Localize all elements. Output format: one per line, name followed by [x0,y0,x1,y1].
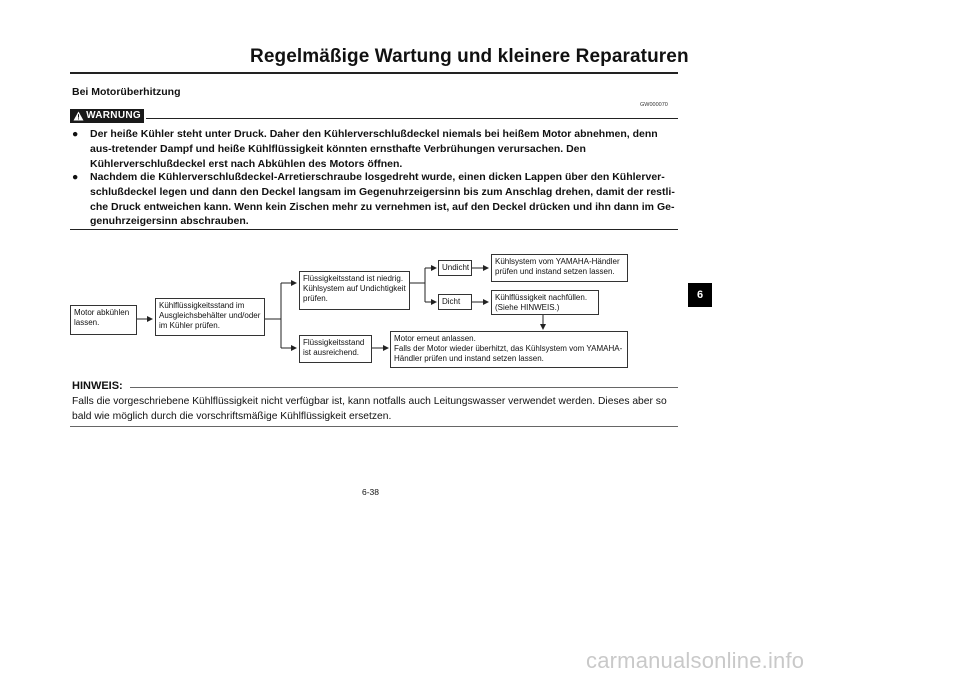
chapter-tab: 6 [688,283,712,307]
flow-box-tight: Dicht [438,294,472,310]
flow-box-motor-cool: Motor abkühlen lassen. [70,305,137,335]
flow-box-restart: Motor erneut anlassen. Falls der Motor wieder überhitzt, das Kühlsystem vom YAMAHA- Händler prüfen und instand setzen lassen. [390,331,628,368]
flow-box-level-ok: Flüssigkeitsstand ist ausreichend. [299,335,372,363]
watermark: carmanualsonline.info [586,648,805,673]
flow-box-level-low: Flüssigkeitsstand ist niedrig. Kühlsystem auf Undichtigkeit prüfen. [299,271,410,310]
note-rule [130,387,678,388]
flow-box-dealer-check: Kühlsystem vom YAMAHA-Händler prüfen und instand setzen lassen. [491,254,628,282]
warning-bullet-text: Nachdem die Kühlerverschlußdeckel-Arretierschraube losgedreht wurde, einen dicken Lappen über den Kühlerver-schlußdeckel legen und dann den Deckel langsam im Gegenuhrzeigersinn bis zum Anschlag drehen, damit der restli-che Druck entweichen kann. Wenn kein Zischen mehr zu vernehmen ist, auf den Deckel drücken und ihn dann im Ge-genuhrzeigersinn abschrauben. [90,171,675,228]
flow-box-leaky: Undicht [438,260,472,276]
page-title: Regelmäßige Wartung und kleinere Reparaturen [250,46,689,67]
bullet-dot: ● [72,171,79,183]
page-number: 6-38 [362,487,380,497]
warning-label: WARNUNG [86,110,141,121]
flow-box-refill: Kühlflüssigkeit nachfüllen. (Siehe HINWEIS.) [491,290,599,315]
bullet-dot: ● [72,128,79,140]
flow-box-check-level: Kühlflüssigkeitsstand im Ausgleichsbehälter und/oder im Kühler prüfen. [155,298,265,336]
note-text: Falls die vorgeschriebene Kühlflüssigkeit nicht verfügbar ist, kann notfalls auch Leitungswasser verwendet werden. Dieses aber so bald wie möglich durch die vorschriftsmäßige Kühlflüssigkeit ersetzen. [72,396,667,422]
section-heading: Bei Motorüberhitzung [72,86,181,98]
note-heading: HINWEIS: [72,380,123,392]
warning-code: GW000070 [640,102,668,108]
note-end-rule [70,426,678,427]
warning-bullet-text: Der heiße Kühler steht unter Druck. Daher den Kühlerverschlußdeckel niemals bei heißem Motor abnehmen, denn aus-tretender Dampf und heiße Kühlflüssigkeit könnten ernsthafte Verbrühungen verursachen. Den Kühlerverschlußdeckel erst nach Abkühlen des Motors öffnen. [90,128,658,170]
